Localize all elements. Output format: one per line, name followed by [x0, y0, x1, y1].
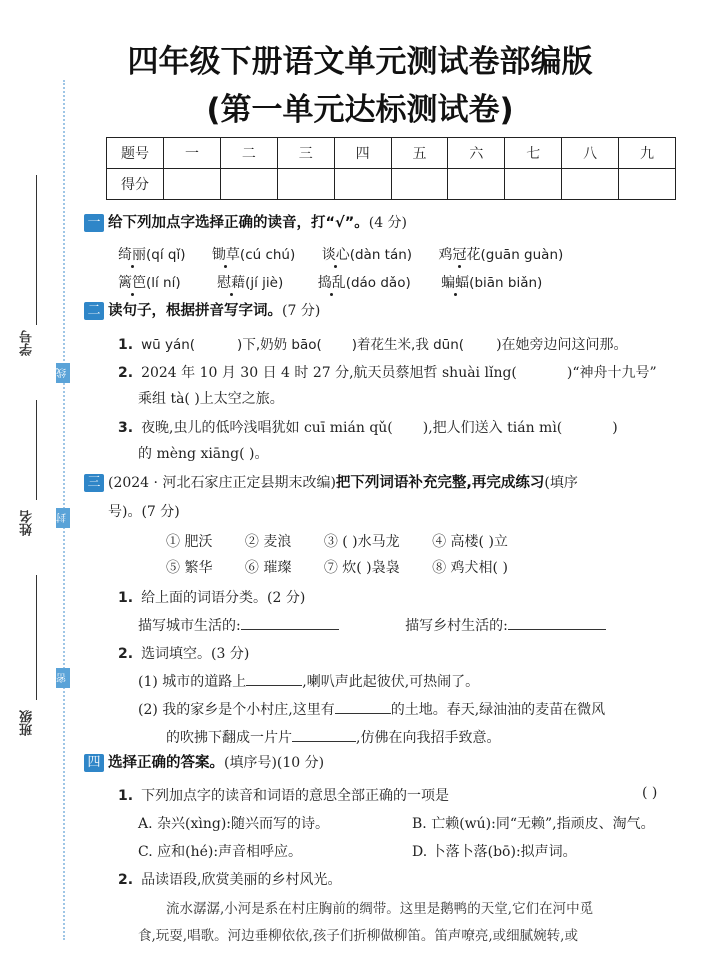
- name-label: 姓名: [20, 510, 35, 536]
- name-line[interactable]: [36, 400, 37, 500]
- page-title: 四年级下册语文单元测试卷部编版: [127, 44, 593, 80]
- answer-line[interactable]: [292, 728, 356, 742]
- score-table: [106, 137, 676, 200]
- binding-margin: [0, 80, 95, 955]
- score-cell[interactable]: [220, 169, 277, 200]
- section4-badge: 四: [84, 754, 104, 772]
- section3-q1-answers: [138, 615, 606, 635]
- class-line[interactable]: [36, 575, 37, 700]
- section4-q2: 2. 品读语段,欣赏美丽的乡村风光。: [118, 872, 342, 888]
- section2-header: [84, 302, 690, 321]
- section4-title: 选择正确的答案。: [108, 755, 224, 771]
- section3-q2-s1: (1) 城市的道路上 ,喇叭声此起彼伏,可热闹了。: [138, 674, 480, 690]
- score-table-col: 五: [391, 138, 448, 169]
- cut-mark-seal: 封: [56, 508, 70, 528]
- answer-line[interactable]: [246, 672, 302, 686]
- section2-badge: 二: [84, 302, 104, 320]
- section3-title: 把下列词语补充完整,再完成练习: [335, 475, 545, 491]
- section2-q3-line1: 3. 夜晚,虫儿的低吟浅唱犹如 cuī mián qǔ( ),把人们送入 tián mì( ): [118, 420, 618, 436]
- word-option: ① 肥沃: [166, 534, 213, 550]
- section4-header: [84, 754, 690, 773]
- score-table-col: 九: [619, 138, 676, 169]
- score-cell[interactable]: [277, 169, 334, 200]
- cut-mark-line: 线: [56, 363, 70, 383]
- section3-source: (2024 · 河北石家庄正定县期末改编): [108, 475, 336, 491]
- section1-title: 给下列加点字选择正确的读音，打“√”。: [108, 215, 369, 231]
- section2-q2-line1: 2. 2024 年 10 月 30 日 4 时 27 分,航天员蔡旭哲 shuài lǐng( )“神舟十九号”: [118, 365, 657, 381]
- cut-mark-secret: 密: [56, 668, 70, 688]
- word-item: 蝙蝠(biān biǎn): [441, 275, 543, 291]
- score-cell[interactable]: [391, 169, 448, 200]
- page-subtitle: (第一单元达标测试卷): [206, 92, 514, 128]
- section2-q1: 1. wū yán( )下,奶奶 bāo( )着花生米,我 dūn( )在她旁边问这问那。: [118, 337, 628, 353]
- word-option[interactable]: ⑦ 炊( )袅袅: [323, 560, 400, 576]
- option-a[interactable]: A. 杂兴(xìng):随兴而写的诗。: [138, 816, 330, 832]
- answer-line[interactable]: [335, 700, 391, 714]
- word-item: 绮丽(qí qǐ): [118, 247, 186, 263]
- section4-points: (填序号)(10 分): [224, 755, 325, 771]
- section4-q1: 1. 下列加点字的读音和词语的意思全部正确的一项是: [118, 788, 450, 804]
- section1-badge: 一: [84, 214, 104, 232]
- passage-line2: 食,玩耍,唱歌。河边垂柳依依,孩子们折柳做柳笛。笛声嘹亮,或细腻婉转,或: [138, 928, 578, 944]
- score-table-col: 八: [562, 138, 619, 169]
- passage-line1: 流水潺潺,小河是系在村庄胸前的绸带。这里是鹅鸭的天堂,它们在河中觅: [166, 901, 594, 917]
- section1-row2: [118, 272, 542, 292]
- score-cell[interactable]: [448, 169, 505, 200]
- city-answer-line[interactable]: [241, 616, 339, 630]
- word-option: ⑥ 璀璨: [244, 560, 292, 576]
- score-table-col: 四: [334, 138, 391, 169]
- class-label: 班级: [20, 710, 35, 736]
- score-table-col: 七: [505, 138, 562, 169]
- score-cell[interactable]: [164, 169, 221, 200]
- score-cell[interactable]: [619, 169, 676, 200]
- section3-header: [84, 474, 690, 493]
- section2-title: 读句子，根据拼音写字词。: [108, 303, 282, 319]
- word-item: 谈心(dàn tán): [321, 247, 413, 263]
- score-table-header-row: [107, 138, 676, 169]
- section3-q2: 2. 选词填空。(3 分): [118, 646, 250, 662]
- option-c[interactable]: C. 应和(hé):声音相呼应。: [138, 844, 303, 860]
- section3-words-row2: [166, 557, 508, 577]
- score-table-row-label: 得分: [107, 169, 164, 200]
- score-table-col: 一: [164, 138, 221, 169]
- word-option[interactable]: ③ ( )水马龙: [323, 534, 400, 550]
- section3-badge: 三: [84, 474, 104, 492]
- student-id-label: 学号: [20, 330, 35, 356]
- word-option[interactable]: ④ 高楼( )立: [432, 534, 508, 550]
- section3-q1: 1. 给上面的词语分类。(2 分): [118, 590, 306, 606]
- score-table-col: 二: [220, 138, 277, 169]
- village-label: 描写乡村生活的:: [405, 618, 508, 634]
- section2-q2-line2: 乘组 tà( )上太空之旅。: [138, 391, 284, 407]
- section4-q1-answer-paren[interactable]: ( ): [642, 785, 658, 801]
- word-item: 鸡冠花(guān guàn): [438, 247, 564, 263]
- section2-points: (7 分): [282, 303, 321, 319]
- score-table-col: 三: [277, 138, 334, 169]
- section3-title-suffix: (填序: [544, 475, 578, 491]
- section3-q2-s2-line2: 的吹拂下翻成一片片 ,仿佛在向我招手致意。: [166, 730, 501, 746]
- score-cell[interactable]: [562, 169, 619, 200]
- word-option: ② 麦浪: [244, 534, 292, 550]
- word-item: 锄草(cú chú): [211, 247, 296, 263]
- village-answer-line[interactable]: [508, 616, 606, 630]
- word-option[interactable]: ⑧ 鸡犬相( ): [432, 560, 508, 576]
- section1-header: [84, 214, 690, 233]
- word-option: ⑤ 繁华: [166, 560, 213, 576]
- word-item: 慰藉(jí jiè): [217, 275, 284, 291]
- section3-title-line2: 号)。(7 分): [108, 504, 180, 520]
- section3-q2-s2: (2) 我的家乡是个小村庄,这里有 的土地。春天,绿油油的麦苗在微风: [138, 702, 606, 718]
- score-table-row-label: 题号: [107, 138, 164, 169]
- student-id-line[interactable]: [36, 175, 37, 325]
- score-table-score-row: [107, 169, 676, 200]
- word-item: 篱笆(lí ní): [118, 275, 181, 291]
- section1-points: (4 分): [368, 215, 408, 231]
- score-cell[interactable]: [505, 169, 562, 200]
- option-d[interactable]: D. 卜落卜落(bō):拟声词。: [412, 844, 577, 860]
- section3-words-row1: [166, 531, 508, 551]
- score-cell[interactable]: [334, 169, 391, 200]
- word-item: 捣乱(dáo dǎo): [317, 275, 411, 291]
- section2-q3-line2: 的 mèng xiāng( )。: [138, 446, 269, 462]
- section1-row1: [118, 244, 563, 264]
- score-table-col: 六: [448, 138, 505, 169]
- city-label: 描写城市生活的:: [138, 618, 241, 634]
- option-b[interactable]: B. 亡赖(wú):同“无赖”,指顽皮、淘气。: [412, 816, 655, 832]
